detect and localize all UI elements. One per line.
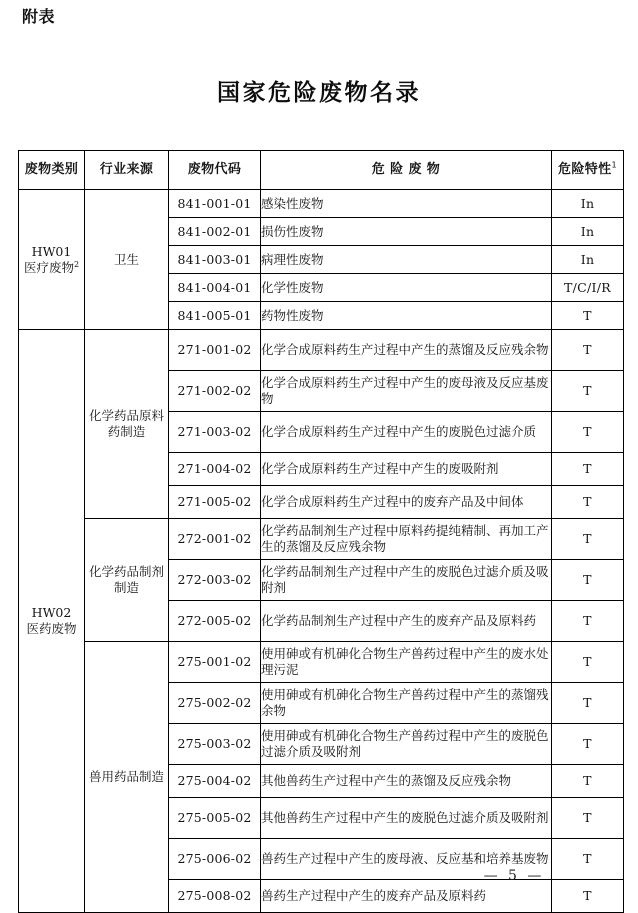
waste-code-cell: 841-002-01 — [169, 218, 261, 246]
column-header-property-footnote: 1 — [611, 160, 618, 170]
waste-description-cell: 其他兽药生产过程中产生的废脱色过滤介质及吸附剂 — [261, 798, 552, 839]
table-body — [19, 190, 624, 913]
hazard-property-cell: T/C/I/R — [552, 274, 624, 302]
waste-description-cell: 兽药生产过程中产生的废弃产品及原料药 — [261, 880, 552, 913]
waste-code-cell: 841-004-01 — [169, 274, 261, 302]
waste-code-cell: 275-001-02 — [169, 642, 261, 683]
waste-description-cell: 化学药品制剂生产过程中产生的废脱色过滤介质及吸附剂 — [261, 560, 552, 601]
table-header-row — [19, 151, 624, 190]
waste-code-cell: 841-001-01 — [169, 190, 261, 218]
hazard-property-cell: T — [552, 765, 624, 798]
hazard-property-cell: T — [552, 798, 624, 839]
waste-code-cell: 271-005-02 — [169, 486, 261, 519]
waste-description-cell: 化学药品制剂生产过程中原料药提纯精制、再加工产生的蒸馏及反应残余物 — [261, 519, 552, 560]
table-row — [19, 190, 624, 218]
hazard-property-cell: In — [552, 218, 624, 246]
waste-category-footnote: 2 — [73, 259, 80, 269]
hazard-property-cell: T — [552, 642, 624, 683]
waste-code-cell: 275-006-02 — [169, 839, 261, 880]
hazard-property-cell: In — [552, 190, 624, 218]
waste-code-cell: 271-003-02 — [169, 412, 261, 453]
industry-source-cell: 卫生 — [85, 190, 169, 330]
column-header-code: 废物代码 — [169, 151, 261, 190]
waste-code-cell: 275-004-02 — [169, 765, 261, 798]
waste-category-cell — [19, 330, 85, 913]
waste-description-cell: 损伤性废物 — [261, 218, 552, 246]
waste-code-cell: 271-001-02 — [169, 330, 261, 371]
waste-code-cell: 275-005-02 — [169, 798, 261, 839]
waste-description-cell: 化学药品制剂生产过程中产生的废弃产品及原料药 — [261, 601, 552, 642]
waste-description-cell: 化学合成原料药生产过程中产生的废母液及反应基废物 — [261, 371, 552, 412]
column-header-property-text: 危险特性 — [557, 161, 612, 177]
waste-category-cell — [19, 190, 85, 330]
hazard-property-cell: In — [552, 246, 624, 274]
waste-category-name: 医疗废物 — [23, 259, 74, 275]
waste-description-cell: 使用砷或有机砷化合物生产兽药过程中产生的废水处理污泥 — [261, 642, 552, 683]
hazard-property-cell: T — [552, 560, 624, 601]
waste-code-cell: 272-001-02 — [169, 519, 261, 560]
table-row — [19, 330, 624, 371]
hazard-property-cell: T — [552, 601, 624, 642]
column-header-waste: 危 险 废 物 — [261, 151, 552, 190]
waste-code-cell: 275-008-02 — [169, 880, 261, 913]
waste-category-code: HW01 — [31, 243, 72, 259]
hazard-property-cell: T — [552, 683, 624, 724]
waste-code-cell: 271-004-02 — [169, 453, 261, 486]
hazard-property-cell: T — [552, 453, 624, 486]
waste-code-cell: 275-003-02 — [169, 724, 261, 765]
waste-code-cell: 272-003-02 — [169, 560, 261, 601]
hazard-property-cell: T — [552, 486, 624, 519]
waste-description-cell: 化学性废物 — [261, 274, 552, 302]
page-footer — [0, 868, 638, 884]
hazard-property-cell: T — [552, 839, 624, 880]
industry-source-cell: 兽用药品制造 — [85, 642, 169, 913]
hazard-property-cell: T — [552, 302, 624, 330]
hazard-property-cell: T — [552, 724, 624, 765]
waste-description-cell: 化学合成原料药生产过程中产生的废脱色过滤介质 — [261, 412, 552, 453]
hazard-property-cell: T — [552, 519, 624, 560]
waste-description-cell: 病理性废物 — [261, 246, 552, 274]
hazard-property-cell: T — [552, 371, 624, 412]
waste-description-cell: 感染性废物 — [261, 190, 552, 218]
column-header-industry: 行业来源 — [85, 151, 169, 190]
waste-description-cell: 其他兽药生产过程中产生的蒸馏及反应残余物 — [261, 765, 552, 798]
industry-source-cell: 化学药品制剂制造 — [85, 519, 169, 642]
waste-category-name: 医药废物 — [26, 621, 77, 636]
waste-code-cell: 272-005-02 — [169, 601, 261, 642]
page-title: 国家危险废物名录 — [217, 79, 421, 106]
hazard-property-cell: T — [552, 880, 624, 913]
hazardous-waste-table — [18, 150, 624, 913]
hazard-property-cell: T — [552, 330, 624, 371]
waste-description-cell: 化学合成原料药生产过程中产生的废吸附剂 — [261, 453, 552, 486]
waste-code-cell: 271-002-02 — [169, 371, 261, 412]
column-header-category: 废物类别 — [19, 151, 85, 190]
hazard-property-cell: T — [552, 412, 624, 453]
waste-description-cell: 药物性废物 — [261, 302, 552, 330]
waste-code-cell: 841-005-01 — [169, 302, 261, 330]
hazardous-waste-table-wrapper — [18, 150, 623, 913]
table-row — [19, 519, 624, 560]
column-header-property — [552, 151, 624, 190]
waste-code-cell: 275-002-02 — [169, 683, 261, 724]
industry-source-cell: 化学药品原料药制造 — [85, 330, 169, 519]
table-row — [19, 642, 624, 683]
waste-description-cell: 化学合成原料药生产过程中产生的蒸馏及反应残余物 — [261, 330, 552, 371]
waste-description-cell: 化学合成原料药生产过程中的废弃产品及中间体 — [261, 486, 552, 519]
table-header — [19, 151, 624, 190]
waste-code-cell: 841-003-01 — [169, 246, 261, 274]
waste-description-cell: 兽药生产过程中产生的废母液、反应基和培养基废物 — [261, 839, 552, 880]
waste-description-cell: 使用砷或有机砷化合物生产兽药过程中产生的废脱色过滤介质及吸附剂 — [261, 724, 552, 765]
waste-description-cell: 使用砷或有机砷化合物生产兽药过程中产生的蒸馏残余物 — [261, 683, 552, 724]
page-number: — 5 — — [483, 868, 545, 884]
attachment-label: 附表 — [22, 7, 56, 26]
waste-category-code: HW02 — [31, 605, 72, 620]
